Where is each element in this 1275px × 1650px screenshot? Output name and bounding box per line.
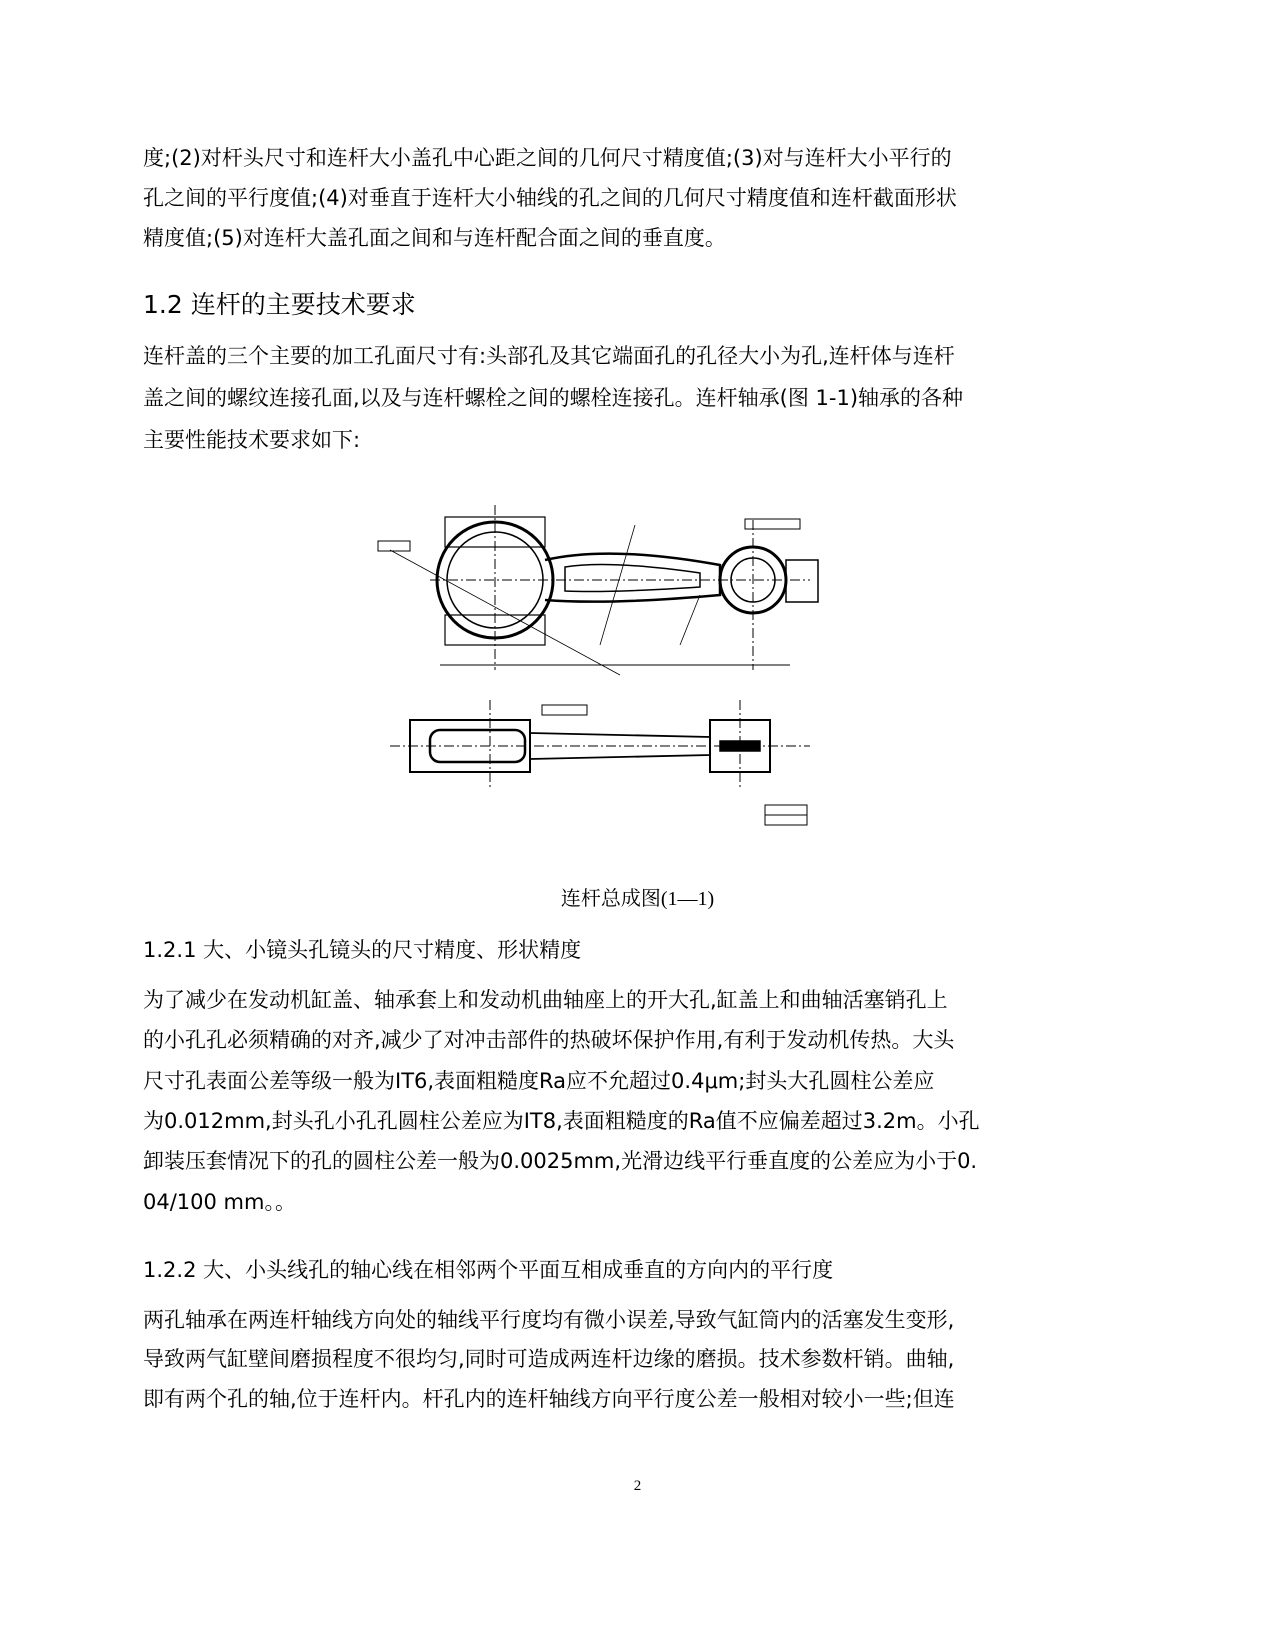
- text-line: 连杆盖的三个主要的加工孔面尺寸有:头部孔及其它端面孔的孔径大小为孔,连杆体与连杆: [143, 344, 955, 368]
- section-heading-1-2-2: 1.2.2 大、小头线孔的轴心线在相邻两个平面互相成垂直的方向内的平行度: [143, 1258, 834, 1282]
- section-heading-1-2-1: 1.2.1 大、小镜头孔镜头的尺寸精度、形状精度: [143, 938, 582, 962]
- text-line: 的小孔孔必须精确的对齐,减少了对冲击部件的热破坏保护作用,有利于发动机传热。大头: [143, 1028, 955, 1052]
- text-line: 两孔轴承在两连杆轴线方向处的轴线平行度均有微小误差,导致气缸筒内的活塞发生变形,: [143, 1308, 955, 1332]
- text-line: 尺寸孔表面公差等级一般为IT6,表面粗糙度Ra应不允超过0.4μm;封头大孔圆柱公差应: [143, 1069, 935, 1093]
- figure-caption: 连杆总成图(1—1): [560, 888, 715, 910]
- connecting-rod-drawing: [370, 505, 830, 835]
- text-line: 即有两个孔的轴,位于连杆内。杆孔内的连杆轴线方向平行度公差一般相对较小一些;但连: [143, 1387, 955, 1411]
- text-line: 为了减少在发动机缸盖、轴承套上和发动机曲轴座上的开大孔,缸盖上和曲轴活塞销孔上: [143, 988, 948, 1012]
- text-line: 主要性能技术要求如下:: [143, 428, 361, 452]
- text-line: 度;(2)对杆头尺寸和连杆大小盖孔中心距之间的几何尺寸精度值;(3)对与连杆大小平行的: [143, 146, 952, 170]
- text-line: 为0.012mm,封头孔小孔孔圆柱公差应为IT8,表面粗糙度的Ra值不应偏差超过3.2m。小孔: [143, 1109, 980, 1133]
- rod-top-view: [378, 505, 818, 675]
- text-line: 导致两气缸壁间磨损程度不很均匀,同时可造成两连杆边缘的磨损。技术参数杆销。曲轴,: [143, 1347, 955, 1371]
- section-heading-1-2: 1.2 连杆的主要技术要求: [143, 290, 416, 319]
- text-line: 孔之间的平行度值;(4)对垂直于连杆大小轴线的孔之间的几何尺寸精度值和连杆截面形状: [143, 186, 957, 210]
- text-line: 04/100 mm。。: [143, 1190, 296, 1214]
- text-line: 盖之间的螺纹连接孔面,以及与连杆螺栓之间的螺栓连接孔。连杆轴承(图 1-1)轴承的各种: [143, 386, 964, 410]
- page-number: 2: [633, 1478, 642, 1494]
- text-line: 精度值;(5)对连杆大盖孔面之间和与连杆配合面之间的垂直度。: [143, 226, 726, 250]
- text-line: 卸装压套情况下的孔的圆柱公差一般为0.0025mm,光滑边线平行垂直度的公差应为小于0.: [143, 1149, 978, 1173]
- rod-side-view: [390, 700, 810, 825]
